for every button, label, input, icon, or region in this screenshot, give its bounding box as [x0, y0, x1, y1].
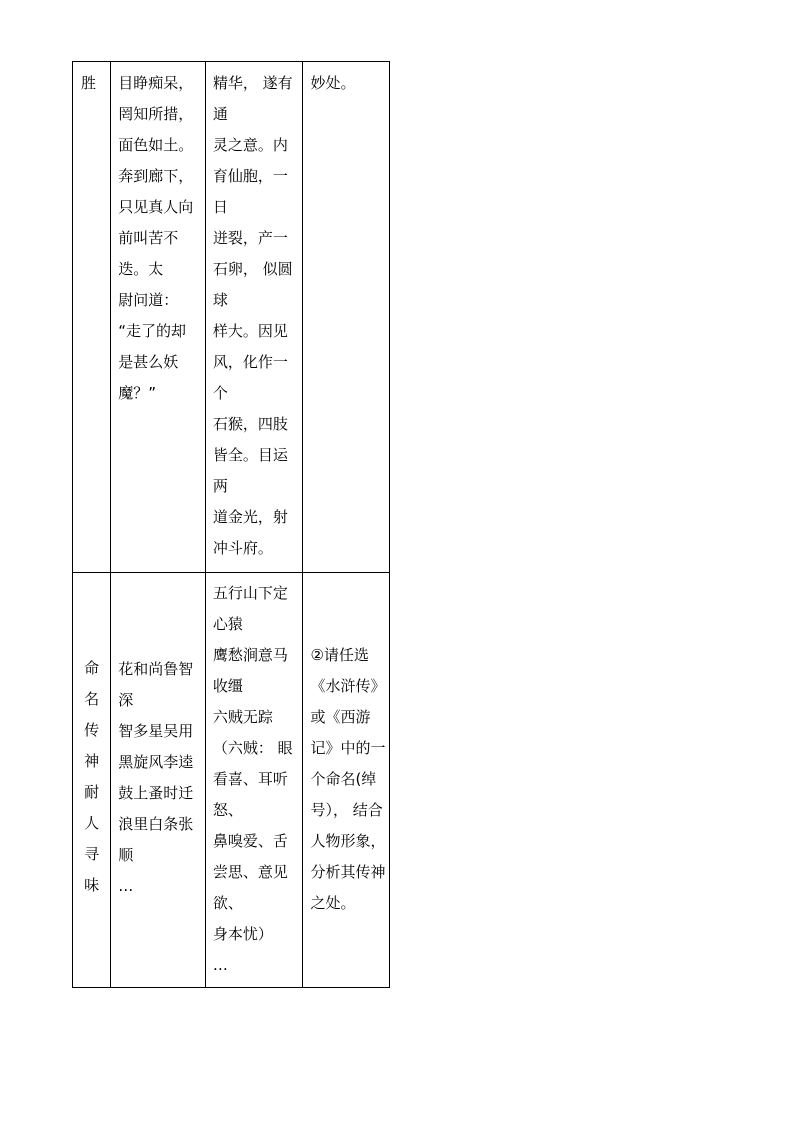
table-cell-shuihu-excerpt — [111, 62, 206, 573]
cell-text-line: 看喜、耳听 — [212, 770, 288, 788]
cell-text-line: 胜 — [81, 74, 97, 92]
cell-text-line: 黑旋风李逵 — [118, 753, 194, 771]
table-row — [73, 573, 390, 988]
cell-text-line: 智多星吴用 — [118, 722, 194, 740]
cell-text-line: 鹰愁涧意马 — [212, 646, 288, 664]
cell-text-line: 道金光，射 — [212, 508, 288, 526]
cell-text-line: 风，化作一 — [212, 353, 288, 371]
cell-text-line: 灵之意。内 — [212, 136, 288, 154]
cell-text-line: ②请任选 — [310, 646, 369, 664]
cell-text-line: 日 — [212, 198, 228, 216]
cell-text-line: 神 — [84, 752, 100, 770]
cell-text-line: 记》中的一 — [310, 739, 386, 757]
cell-text-line: 目睁痴呆， — [118, 74, 194, 92]
cell-text-line: 深 — [118, 691, 134, 709]
cell-text-line: “走了的却 — [118, 322, 187, 340]
cell-text-line: 罔知所措， — [118, 105, 194, 123]
cell-text-line: 浪里白条张 — [118, 815, 194, 833]
cell-text-line: 球 — [212, 291, 228, 309]
cell-text-line: 人物形象， — [310, 832, 386, 850]
cell-text-line: 个 — [212, 384, 228, 402]
comparison-table — [72, 61, 390, 988]
cell-text-line: … — [118, 877, 134, 895]
cell-text-line: 身本忧） — [212, 925, 273, 943]
cell-text-line: 味 — [84, 876, 100, 894]
table-cell-question — [303, 62, 390, 573]
cell-text-line: 号）， 结合 — [310, 801, 383, 819]
cell-text-line: 石卵， 似圆 — [212, 260, 293, 278]
cell-text-line: 妙处。 — [310, 74, 356, 92]
cell-text-line: 人 — [84, 814, 100, 832]
cell-text-line: … — [212, 956, 228, 974]
cell-text-line: 命 — [84, 659, 100, 677]
cell-text-line: 传 — [84, 721, 100, 739]
cell-text-line: 欲、 — [212, 894, 243, 912]
cell-text-line: 心猿 — [212, 615, 243, 633]
cell-text-line: 魔？” — [118, 384, 157, 402]
cell-text-line: 顺 — [118, 846, 134, 864]
table-cell-shuihu-names — [111, 573, 206, 988]
cell-text-line: 鼓上蚤时迁 — [118, 784, 194, 802]
cell-text-line: 或《西游 — [310, 708, 371, 726]
cell-text-line: 面色如土。 — [118, 136, 194, 154]
cell-text-line: （六贼： 眼 — [212, 739, 293, 757]
cell-text-line: 迸裂，产一 — [212, 229, 288, 247]
cell-text-line: 是甚么妖 — [118, 353, 179, 371]
cell-text-line: 尝思、意见 — [212, 863, 288, 881]
cell-text-line: 样大。因见 — [212, 322, 288, 340]
table-cell-xiyou-excerpt — [205, 62, 303, 573]
cell-text-line: 迭。太 — [118, 260, 164, 278]
cell-text-line: 尉问道： — [118, 291, 179, 309]
cell-text-line: 名 — [84, 690, 100, 708]
table-cell-category — [73, 573, 111, 988]
cell-text-line: 怒、 — [212, 801, 243, 819]
cell-text-line: 通 — [212, 105, 228, 123]
cell-text-line: 前叫苦不 — [118, 229, 179, 247]
cell-text-line: 分析其传神 — [310, 863, 386, 881]
table-row — [73, 62, 390, 573]
table-cell-question — [303, 573, 390, 988]
cell-text-line: 之处。 — [310, 894, 356, 912]
cell-text-line: 鼻嗅爱、舌 — [212, 832, 288, 850]
cell-text-line: 育仙胞，一 — [212, 167, 288, 185]
cell-text-line: 两 — [212, 477, 228, 495]
cell-text-line: 奔到廊下， — [118, 167, 194, 185]
cell-text-line: 五行山下定 — [212, 584, 288, 602]
cell-text-line: 冲斗府。 — [212, 539, 273, 557]
cell-text-line: 精华， 遂有 — [212, 74, 293, 92]
cell-text-line: 寻 — [84, 845, 100, 863]
table-cell-xiyou-chapters — [205, 573, 303, 988]
cell-text-line: 《水浒传》 — [310, 677, 386, 695]
cell-text-line: 只见真人向 — [118, 198, 194, 216]
cell-text-line: 六贼无踪 — [212, 708, 273, 726]
cell-text-line: 个命名(绰 — [310, 770, 377, 788]
cell-text-line: 花和尚鲁智 — [118, 660, 194, 678]
cell-text-line: 收缰 — [212, 677, 243, 695]
cell-text-line: 皆全。目运 — [212, 446, 288, 464]
cell-text-line: 石猴，四肢 — [212, 415, 288, 433]
cell-text-line: 耐 — [84, 783, 100, 801]
table-cell-category — [73, 62, 111, 573]
